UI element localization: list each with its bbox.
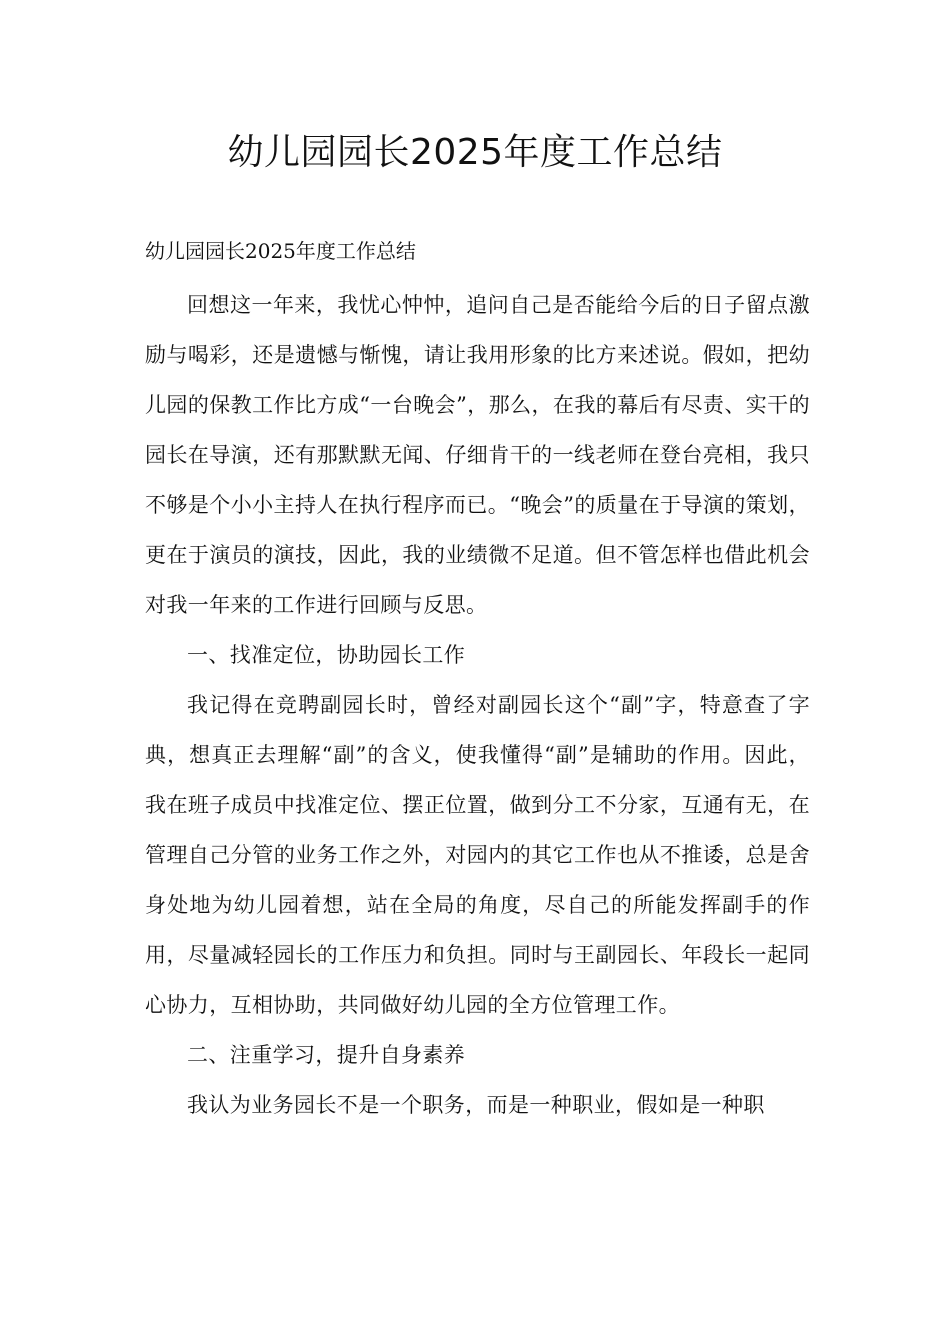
paragraph-section-1: 我记得在竞聘副园长时，曾经对副园长这个“副”字，特意查了字典，想真正去理解“副”的含义，使我懂得“副”是辅助的作用。因此，我在班子成员中找准定位、摆正位置，做到分工不分家，互通有无，在管理自己分管的业务工作之外，对园内的其它工作也从不推诿，总是舍身处地为幼儿园着想，站在全局的角度，尽自己的所能发挥副手的作用，尽量减轻园长的工作压力和负担。同时与王副园长、年段长一起同心协力，互相协助，共同做好幼儿园的全方位管理工作。 — [145, 693, 810, 1017]
section-heading-2: 二、注重学习，提升自身素养 — [187, 1043, 466, 1067]
document-subtitle: 幼儿园园长2025年度工作总结 — [145, 239, 416, 263]
paragraph-section-2: 我认为业务园长不是一个职务，而是一种职业，假如是一种职 — [187, 1093, 765, 1117]
document-body — [145, 280, 810, 1130]
section-heading-1: 一、找准定位，协助园长工作 — [187, 643, 466, 667]
document-title: 幼儿园园长2025年度工作总结 — [227, 132, 723, 173]
paragraph-intro: 回想这一年来，我忧心忡忡，追问自己是否能给今后的日子留点激励与喝彩，还是遗憾与惭愧，请让我用形象的比方来述说。假如，把幼儿园的保教工作比方成“一台晚会”，那么，在我的幕后有尽责、实干的园长在导演，还有那默默无闻、仔细肯干的一线老师在登台亮相，我只不够是个小小主持人在执行程序而已。“晚会”的质量在于导演的策划，更在于演员的演技，因此，我的业绩微不足道。但不管怎样也借此机会对我一年来的工作进行回顾与反思。 — [145, 293, 810, 617]
